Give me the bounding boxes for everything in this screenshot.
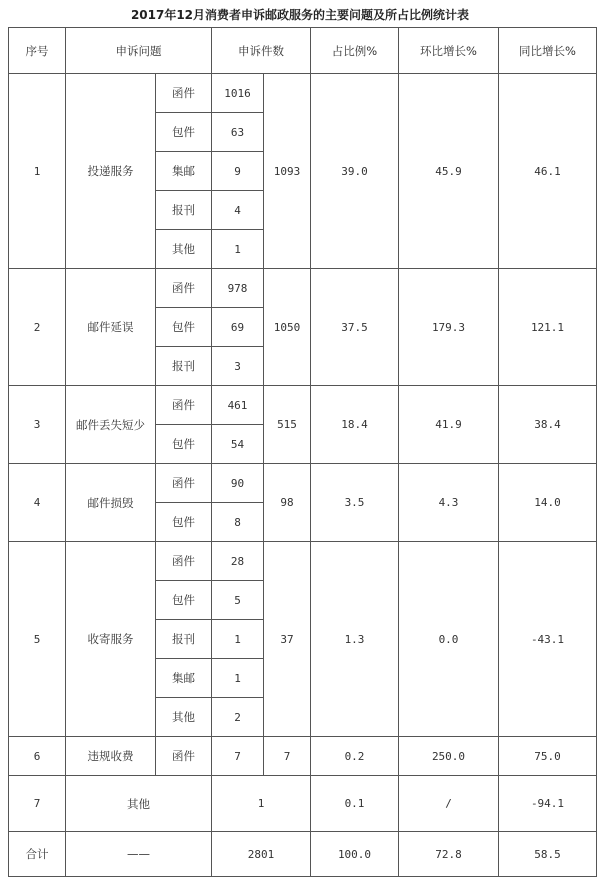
subtype-cell: 函件 (156, 737, 212, 776)
subtype-cell: 函件 (156, 269, 212, 308)
table-row (9, 464, 597, 503)
subtype-count-cell: 1 (212, 230, 264, 269)
subtype-cell: 函件 (156, 386, 212, 425)
yoy-cell: 38.4 (499, 386, 597, 464)
total-count-cell: 2801 (212, 832, 311, 877)
seq-cell: 2 (9, 269, 66, 386)
table-row (9, 737, 597, 776)
total-count-cell: 515 (264, 386, 311, 464)
header-problem: 申诉问题 (66, 28, 212, 74)
total-name-cell: —— (66, 832, 212, 877)
subtype-cell: 包件 (156, 425, 212, 464)
yoy-cell: 121.1 (499, 269, 597, 386)
table-row (9, 269, 597, 308)
subtype-count-cell: 4 (212, 191, 264, 230)
ratio-cell: 0.2 (311, 737, 399, 776)
ratio-cell: 0.1 (311, 776, 399, 832)
problem-name-cell: 其他 (66, 776, 212, 832)
mom-cell: 45.9 (399, 74, 499, 269)
subtype-count-cell: 5 (212, 581, 264, 620)
header-row (9, 28, 597, 74)
table-row (9, 542, 597, 581)
problem-name-cell: 违规收费 (66, 737, 156, 776)
seq-cell: 7 (9, 776, 66, 832)
subtype-cell: 报刊 (156, 620, 212, 659)
table-row-other (9, 776, 597, 832)
ratio-cell: 37.5 (311, 269, 399, 386)
subtype-count-cell: 54 (212, 425, 264, 464)
subtype-count-cell: 461 (212, 386, 264, 425)
yoy-cell: 14.0 (499, 464, 597, 542)
mom-cell: 250.0 (399, 737, 499, 776)
mom-cell: 179.3 (399, 269, 499, 386)
subtype-count-cell: 8 (212, 503, 264, 542)
subtype-cell: 函件 (156, 464, 212, 503)
header-mom: 环比增长% (399, 28, 499, 74)
subtype-cell: 包件 (156, 503, 212, 542)
mom-cell: 41.9 (399, 386, 499, 464)
mom-cell: / (399, 776, 499, 832)
subtype-cell: 报刊 (156, 347, 212, 386)
yoy-cell: 75.0 (499, 737, 597, 776)
total-count-cell: 1093 (264, 74, 311, 269)
complaint-stats-table (8, 27, 597, 877)
yoy-cell: 46.1 (499, 74, 597, 269)
seq-cell: 3 (9, 386, 66, 464)
header-seq: 序号 (9, 28, 66, 74)
mom-cell: 72.8 (399, 832, 499, 877)
subtype-count-cell: 90 (212, 464, 264, 503)
ratio-cell: 39.0 (311, 74, 399, 269)
subtype-cell: 包件 (156, 113, 212, 152)
yoy-cell: 58.5 (499, 832, 597, 877)
header-count: 申诉件数 (212, 28, 311, 74)
subtype-count-cell: 28 (212, 542, 264, 581)
table-body (9, 74, 597, 877)
subtype-cell: 集邮 (156, 659, 212, 698)
problem-name-cell: 邮件丢失短少 (66, 386, 156, 464)
table-row (9, 74, 597, 113)
yoy-cell: -43.1 (499, 542, 597, 737)
subtype-count-cell: 3 (212, 347, 264, 386)
subtype-count-cell: 63 (212, 113, 264, 152)
problem-name-cell: 邮件损毁 (66, 464, 156, 542)
problem-name-cell: 投递服务 (66, 74, 156, 269)
mom-cell: 4.3 (399, 464, 499, 542)
subtype-count-cell: 1 (212, 620, 264, 659)
seq-cell: 5 (9, 542, 66, 737)
subtype-count-cell: 1016 (212, 74, 264, 113)
subtype-count-cell: 7 (212, 737, 264, 776)
seq-cell: 6 (9, 737, 66, 776)
header-ratio: 占比例% (311, 28, 399, 74)
table-row (9, 386, 597, 425)
ratio-cell: 18.4 (311, 386, 399, 464)
problem-name-cell: 收寄服务 (66, 542, 156, 737)
ratio-cell: 1.3 (311, 542, 399, 737)
subtype-cell: 报刊 (156, 191, 212, 230)
subtype-cell: 函件 (156, 74, 212, 113)
subtype-cell: 函件 (156, 542, 212, 581)
table-row-total (9, 832, 597, 877)
total-count-cell: 1050 (264, 269, 311, 386)
total-count-cell: 98 (264, 464, 311, 542)
seq-cell: 1 (9, 74, 66, 269)
subtype-count-cell: 9 (212, 152, 264, 191)
subtype-cell: 其他 (156, 230, 212, 269)
total-count-cell: 37 (264, 542, 311, 737)
total-label-cell: 合计 (9, 832, 66, 877)
header-yoy: 同比增长% (499, 28, 597, 74)
table-title: 2017年12月消费者申诉邮政服务的主要问题及所占比例统计表 (130, 8, 470, 22)
subtype-cell: 其他 (156, 698, 212, 737)
ratio-cell: 3.5 (311, 464, 399, 542)
subtype-cell: 包件 (156, 581, 212, 620)
ratio-cell: 100.0 (311, 832, 399, 877)
mom-cell: 0.0 (399, 542, 499, 737)
yoy-cell: -94.1 (499, 776, 597, 832)
subtype-count-cell: 69 (212, 308, 264, 347)
total-count-cell: 7 (264, 737, 311, 776)
subtype-count-cell: 978 (212, 269, 264, 308)
problem-name-cell: 邮件延误 (66, 269, 156, 386)
total-count-cell: 1 (212, 776, 311, 832)
subtype-count-cell: 2 (212, 698, 264, 737)
subtype-cell: 包件 (156, 308, 212, 347)
subtype-count-cell: 1 (212, 659, 264, 698)
subtype-cell: 集邮 (156, 152, 212, 191)
seq-cell: 4 (9, 464, 66, 542)
